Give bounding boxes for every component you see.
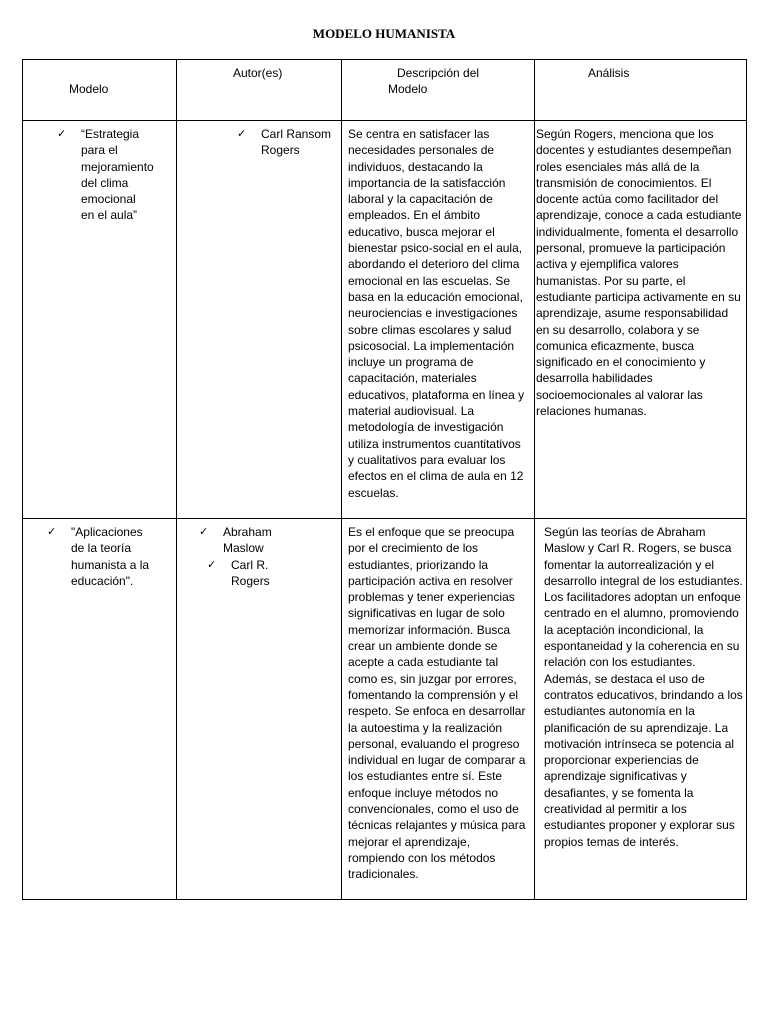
cell-descripcion [342, 519, 535, 900]
cell-analisis [535, 121, 747, 519]
modelo-item: ✓ "Aplicaciones de la teoría humanista a la educación". [45, 524, 155, 589]
header-descripcion-line2: Modelo [388, 82, 428, 96]
author-item: ✓ Carl R. Rogers [205, 557, 287, 590]
header-autores: Autor(es) [233, 66, 283, 80]
header-cell-analisis [535, 60, 747, 121]
analisis-text: Según Rogers, menciona que los docentes y estudiantes desempeñan roles esenciales más allá de la transmisión de conocimientos. El docente actúa como facilitador del aprendizaje, conoce a cada estudiante individualmente, fomenta el desarrollo personal, promueve la participación activa y ejemplifica valores humanistas. Por su parte, el estudiante participa activamente en su aprendizaje, asume responsabilidad en su desarrollo, colabora y se comunica eficazmente, busca significado en el conocimiento y desarrolla habilidades socioemocionales al valorar las relaciones humanas. [536, 127, 742, 419]
cell-analisis [535, 519, 747, 900]
descripcion-text: Se centra en satisfacer las necesidades personales de individuos, destacando la importancia de la satisfacción laboral y la capacitación de empleados. En el ámbito educativo, busca mejorar el bienestar psico-social en el aula, abordando el deterioro del clima emocional en las escuelas. Se basa en la educación emocional, neurociencias e investigaciones sobre climas escolares y salud psicosocial. La implementación incluye un programa de capacitación, materiales educativos, plataforma en línea y material audiovisual. La metodología de investigación utiliza instrumentos cuantitativos y cualitativos para evaluar los efectos en el clima de aula en 12 escuelas. [348, 127, 525, 500]
cell-autores [177, 121, 342, 519]
header-descripcion-line1: Descripción del [397, 66, 480, 80]
header-cell-autores [177, 60, 342, 121]
modelo-item: ✓ “Estrategia para el mejoramiento del clima emocional en el aula” [55, 126, 151, 224]
header-modelo: Modelo [69, 82, 109, 96]
humanist-model-table [22, 59, 747, 900]
author-item: ✓ Abraham Maslow [197, 524, 287, 557]
cell-autores [177, 519, 342, 900]
table-header-row [23, 60, 747, 121]
header-cell-modelo [23, 60, 177, 121]
author-item: ✓ Carl Ransom Rogers [235, 126, 335, 159]
descripcion-text: Es el enfoque que se preocupa por el crecimiento de los estudiantes, priorizando la participación activa en resolver problemas y tener experiencias significativas en lugar de solo memorizar información. Busca crear un ambiente donde se acepte a cada estudiante tal como es, sin juzgar por errores, fomentando la comprensión y el respeto. Se enfoca en desarrollar la autoestima y la realización personal, evaluando el progreso individual en lugar de comparar a los estudiantes entre sí. Este enfoque incluye métodos no convencionales, como el uso de técnicas relajantes y música para mejorar el aprendizaje, rompiendo con los métodos tradicionales. [348, 525, 526, 882]
cell-modelo [23, 519, 177, 900]
table-row [23, 519, 747, 900]
header-cell-descripcion [342, 60, 535, 121]
analisis-text: Según las teorías de Abraham Maslow y Carl R. Rogers, se busca fomentar la autorrealización y el desarrollo integral de los estudiantes. Los facilitadores adoptan un enfoque centrado en el alumno, promoviendo la aceptación incondicional, la espontaneidad y la coherencia en su relación con los estudiantes. Además, se destaca el uso de contratos educativos, brindando a los estudiantes autonomía en la planificación de su aprendizaje. La motivación intrínseca se potencia al proporcionar experiencias de aprendizaje significativas y desafiantes, y se fomenta la creatividad al permitir a los estudiantes proponer y explorar sus propios temas de interés. [544, 525, 743, 849]
cell-modelo [23, 121, 177, 519]
table-row [23, 121, 747, 519]
header-analisis: Análisis [588, 66, 630, 80]
document-title: MODELO HUMANISTA [312, 26, 456, 41]
cell-descripcion [342, 121, 535, 519]
